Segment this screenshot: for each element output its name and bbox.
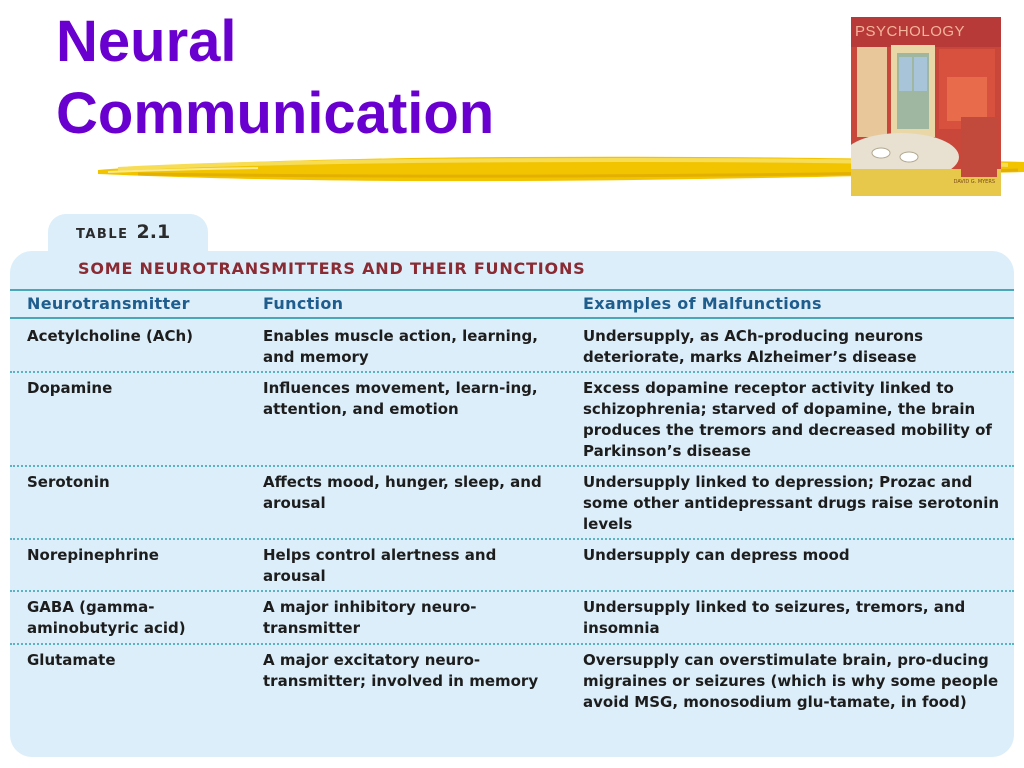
slide-title-line-2: Communication xyxy=(56,81,495,146)
row-divider xyxy=(10,371,1014,373)
book-cover-title: PSYCHOLOGY xyxy=(855,23,966,40)
table-cell-malfunctions: Excess dopamine receptor activity linked to schizophrenia; starved of dopamine, the brain produces the tremors and decreased mobility of Parkinson’s disease xyxy=(583,379,992,460)
slide-title xyxy=(56,6,494,150)
row-divider xyxy=(10,590,1014,592)
table-cell-function: Helps control alertness and arousal xyxy=(263,546,497,585)
table-cell-malfunctions: Oversupply can overstimulate brain, pro-ducing migraines or seizures (which is why some people avoid MSG, monosodium glu-tamate, in food) xyxy=(583,651,999,711)
book-cover-image xyxy=(851,17,1001,196)
header-bottom-rule xyxy=(10,317,1014,319)
header-top-rule xyxy=(10,289,1014,291)
table-cell-neurotransmitter: Dopamine xyxy=(27,379,113,397)
row-divider xyxy=(10,465,1014,467)
column-header-neurotransmitter: Neurotransmitter xyxy=(27,294,190,313)
table-tag-label: TABLE xyxy=(76,227,129,242)
table-cell-function: Enables muscle action, learning, and memory xyxy=(263,327,538,366)
table-cell-function: A major excitatory neuro-transmitter; involved in memory xyxy=(263,651,539,690)
table-cell-neurotransmitter: GABA (gamma-aminobutyric acid) xyxy=(27,598,186,637)
row-divider xyxy=(10,538,1014,540)
table-cell-function: Affects mood, hunger, sleep, and arousal xyxy=(263,473,542,512)
table-number-label xyxy=(76,221,170,243)
book-cover-author: DAVID G. MYERS xyxy=(953,179,995,185)
table-title: SOME NEUROTRANSMITTERS AND THEIR FUNCTIONS xyxy=(78,259,586,278)
table-cell-neurotransmitter: Acetylcholine (ACh) xyxy=(27,327,194,345)
table-cell-malfunctions: Undersupply linked to depression; Prozac and some other antidepressant drugs raise serotonin levels xyxy=(583,473,1000,533)
table-cell-neurotransmitter: Norepinephrine xyxy=(27,546,159,564)
table-cell-malfunctions: Undersupply can depress mood xyxy=(583,546,850,564)
column-header-malfunctions: Examples of Malfunctions xyxy=(583,294,822,313)
table-cell-function: Influences movement, learn-ing, attention, and emotion xyxy=(263,379,538,418)
row-divider xyxy=(10,643,1014,645)
table-cell-malfunctions: Undersupply, as ACh-producing neurons deteriorate, marks Alzheimer’s disease xyxy=(583,327,924,366)
table-cell-neurotransmitter: Glutamate xyxy=(27,651,116,669)
table-tag-number: 2.1 xyxy=(136,221,171,243)
slide-title-line-1: Neural xyxy=(56,9,237,74)
table-cell-malfunctions: Undersupply linked to seizures, tremors, and insomnia xyxy=(583,598,966,637)
table-cell-function: A major inhibitory neuro-transmitter xyxy=(263,598,477,637)
table-cell-neurotransmitter: Serotonin xyxy=(27,473,110,491)
column-header-function: Function xyxy=(263,294,344,313)
